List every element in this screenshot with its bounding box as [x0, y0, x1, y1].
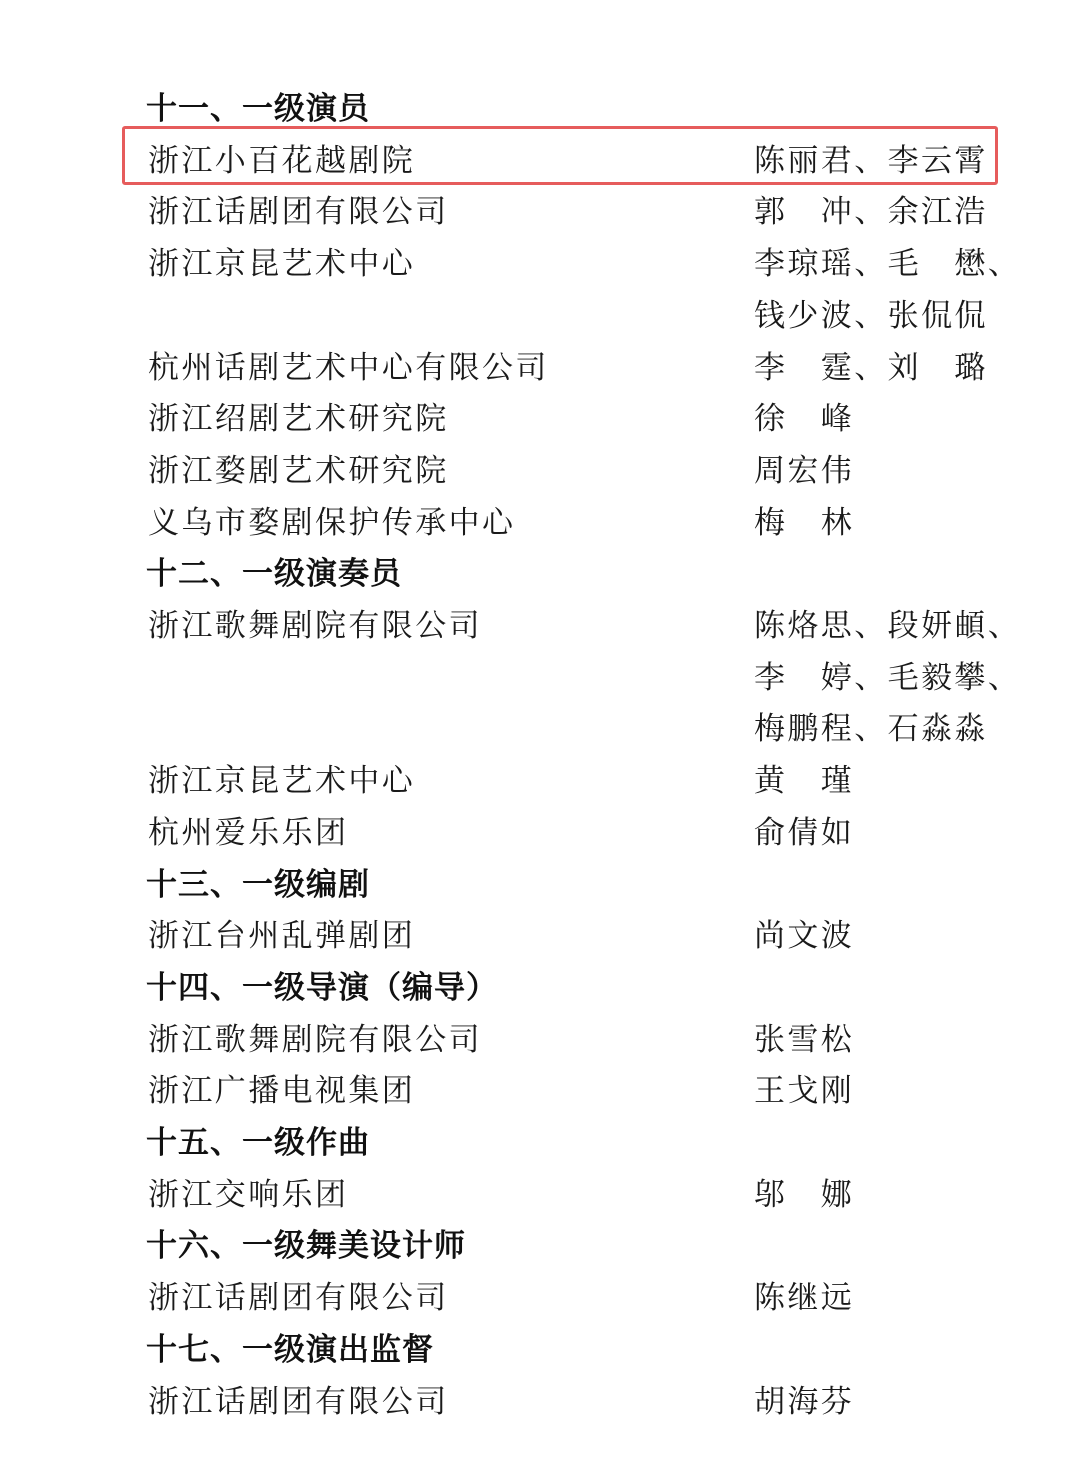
recipient-names: 梅鹏程、石淼淼 [754, 711, 988, 748]
recipient-names: 李 霆、刘 璐 [754, 349, 988, 386]
section-heading-line [0, 548, 1080, 600]
section-heading: 十七、一级演出监督 [146, 1331, 434, 1368]
recipient-names: 梅 林 [754, 504, 855, 541]
recipient-names: 尚文波 [754, 918, 855, 955]
entry-line [0, 652, 1080, 704]
entry-line [0, 238, 1080, 290]
organization-name: 浙江小百花越剧院 [148, 142, 416, 179]
entry-line [0, 290, 1080, 342]
section-heading-line [0, 1220, 1080, 1272]
recipient-names: 徐 峰 [754, 401, 855, 438]
section-heading: 十三、一级编剧 [146, 866, 370, 903]
organization-name: 浙江交响乐团 [148, 1176, 349, 1213]
entry-line [0, 1272, 1080, 1324]
entry-line [0, 1376, 1080, 1428]
recipient-names: 黄 瑾 [754, 763, 855, 800]
organization-name: 浙江广播电视集团 [148, 1073, 416, 1110]
organization-name: 杭州话剧艺术中心有限公司 [148, 349, 549, 386]
recipient-names: 俞倩如 [754, 814, 855, 851]
section-heading-line [0, 1117, 1080, 1169]
section-heading: 十五、一级作曲 [146, 1125, 370, 1161]
recipient-names: 邬 娜 [754, 1176, 855, 1213]
entry-line [0, 186, 1080, 238]
recipient-names: 钱少波、张侃侃 [754, 297, 988, 334]
organization-name: 义乌市婺剧保护传承中心 [148, 504, 516, 541]
organization-name: 浙江京昆艺术中心 [148, 246, 416, 283]
recipient-names: 陈丽君、李云霄 [754, 142, 988, 179]
recipient-names: 王戈刚 [754, 1073, 855, 1110]
recipient-names: 李 婷、毛毅攀、 [754, 659, 1022, 696]
recipient-names: 张雪松 [754, 1021, 855, 1058]
entry-line [0, 497, 1080, 549]
organization-name: 浙江话剧团有限公司 [148, 194, 449, 231]
organization-name: 浙江话剧团有限公司 [148, 1280, 449, 1317]
section-heading-line [0, 83, 1080, 135]
recipient-names: 胡海芬 [754, 1383, 855, 1420]
recipient-names: 郭 冲、余江浩 [754, 194, 988, 231]
recipient-names: 李琼瑶、毛 懋、 [754, 246, 1022, 283]
recipient-names: 陈烙思、段妍頔、 [754, 608, 1022, 644]
organization-name: 杭州爱乐乐团 [148, 814, 349, 851]
recipient-names: 周宏伟 [754, 452, 855, 489]
section-heading: 十四、一级导演（编导） [146, 969, 498, 1006]
entry-line [0, 600, 1080, 652]
section-heading: 十二、一级演奏员 [146, 556, 402, 593]
recipient-names: 陈继远 [754, 1280, 855, 1317]
entry-line [0, 1014, 1080, 1066]
section-heading-line [0, 859, 1080, 911]
entry-line [0, 910, 1080, 962]
organization-name: 浙江绍剧艺术研究院 [148, 401, 449, 438]
organization-name: 浙江京昆艺术中心 [148, 763, 416, 800]
entry-line [0, 393, 1080, 445]
section-heading: 十六、一级舞美设计师 [146, 1228, 466, 1265]
entry-line [0, 1169, 1080, 1221]
entry-line [0, 445, 1080, 497]
organization-name: 浙江话剧团有限公司 [148, 1383, 449, 1420]
entry-line [0, 342, 1080, 394]
entry-line [0, 1065, 1080, 1117]
organization-name: 浙江婺剧艺术研究院 [148, 452, 449, 489]
section-heading-line [0, 962, 1080, 1014]
entry-line [0, 703, 1080, 755]
section-heading: 十一、一级演员 [146, 91, 370, 127]
entry-line [0, 755, 1080, 807]
entry-line [0, 807, 1080, 859]
entry-line [0, 135, 1080, 187]
organization-name: 浙江歌舞剧院有限公司 [148, 608, 482, 644]
organization-name: 浙江歌舞剧院有限公司 [148, 1021, 482, 1058]
organization-name: 浙江台州乱弹剧团 [148, 918, 416, 955]
section-heading-line [0, 1324, 1080, 1376]
